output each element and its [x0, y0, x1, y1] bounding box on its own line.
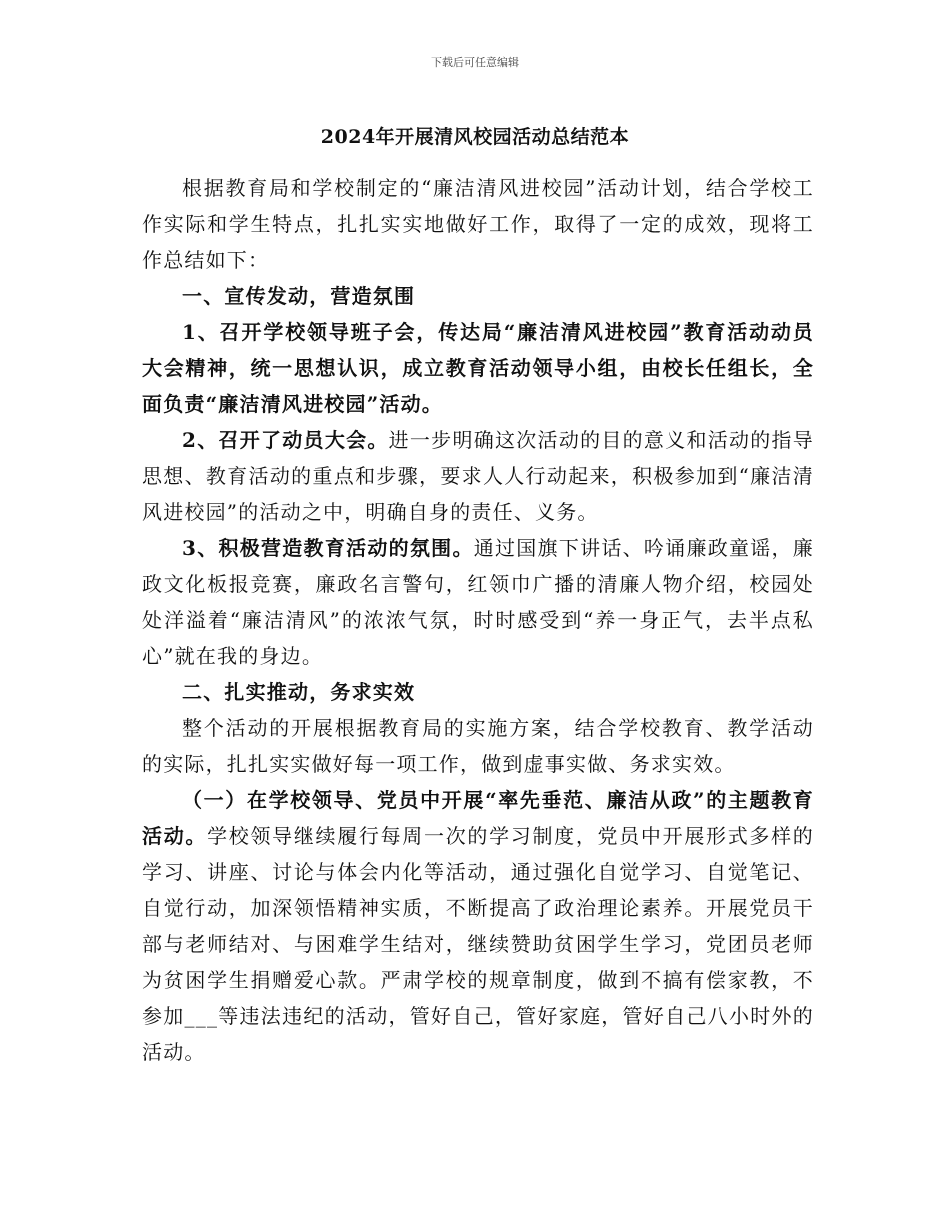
section-1-item-2-bold: 2、召开了动员大会。: [182, 428, 389, 452]
section-2-sub-1-text: 学校领导继续履行每周一次的学习制度，党员中开展形式多样的学习、讲座、讨论与体会内化等活动，通过强化自觉学习、自觉笔记、自觉行动，加深领悟精神实质，不断提高了政治理论素养。开展党员干部与老师结对、与困难学生结对，继续赞助贫困学生学习，党团员老师为贫困学生捐赠爱心款。严肃学校的规章制度，做到不搞有偿家教，不参加___等违法违纪的活动，管好自己，管好家庭，管好自己八小时外的活动。: [142, 824, 814, 1064]
section-1-item-1-bold: 1、召开学校领导班子会，传达局“廉洁清风进校园”教育活动动员大会精神，统一思想认识，成立教育活动领导小组，由校长任组长，全面负责“廉洁清风进校园”活动。: [142, 320, 814, 416]
section-2-sub-1: [142, 782, 814, 1070]
section-2-intro: 整个活动的开展根据教育局的实施方案，结合学校教育、教学活动的实际，扎扎实实做好每一项工作，做到虚事实做、务求实效。: [142, 716, 814, 776]
intro-paragraph: 根据教育局和学校制定的“廉洁清风进校园”活动计划，结合学校工作实际和学生特点，扎扎实实地做好工作，取得了一定的成效，现将工作总结如下：: [142, 176, 814, 272]
section-1-heading: 一、宣传发动，营造氛围: [182, 284, 416, 308]
section-1-item-2-text: 进一步明确这次活动的目的意义和活动的指导思想、教育活动的重点和步骤，要求人人行动起来，积极参加到“廉洁清风进校园”的活动之中，明确自身的责任、义务。: [142, 428, 815, 524]
section-1-item-1: [142, 314, 814, 422]
section-1-item-2: [142, 422, 814, 530]
section-1-item-3-bold: 3、积极营造教育活动的氛围。: [182, 536, 474, 560]
section-2-heading: 二、扎实推动，务求实效: [182, 680, 416, 704]
section-1-item-3-text: 通过国旗下讲话、吟诵廉政童谣，廉政文化板报竞赛，廉政名言警句，红领巾广播的清廉人物介绍，校园处处洋溢着“廉洁清风”的浓浓气氛，时时感受到“养一身正气，去半点私心”就在我的身边。: [142, 536, 815, 668]
document-body: [142, 170, 814, 1070]
section-2-sub-1-bold: （一）在学校领导、党员中开展“率先垂范、廉洁从政”的主题教育活动。: [142, 788, 814, 848]
document-title: 2024年开展清风校园活动总结范本: [320, 126, 630, 148]
page-header-note: 下载后可任意编辑: [431, 56, 519, 69]
section-1-item-3: [142, 530, 814, 674]
